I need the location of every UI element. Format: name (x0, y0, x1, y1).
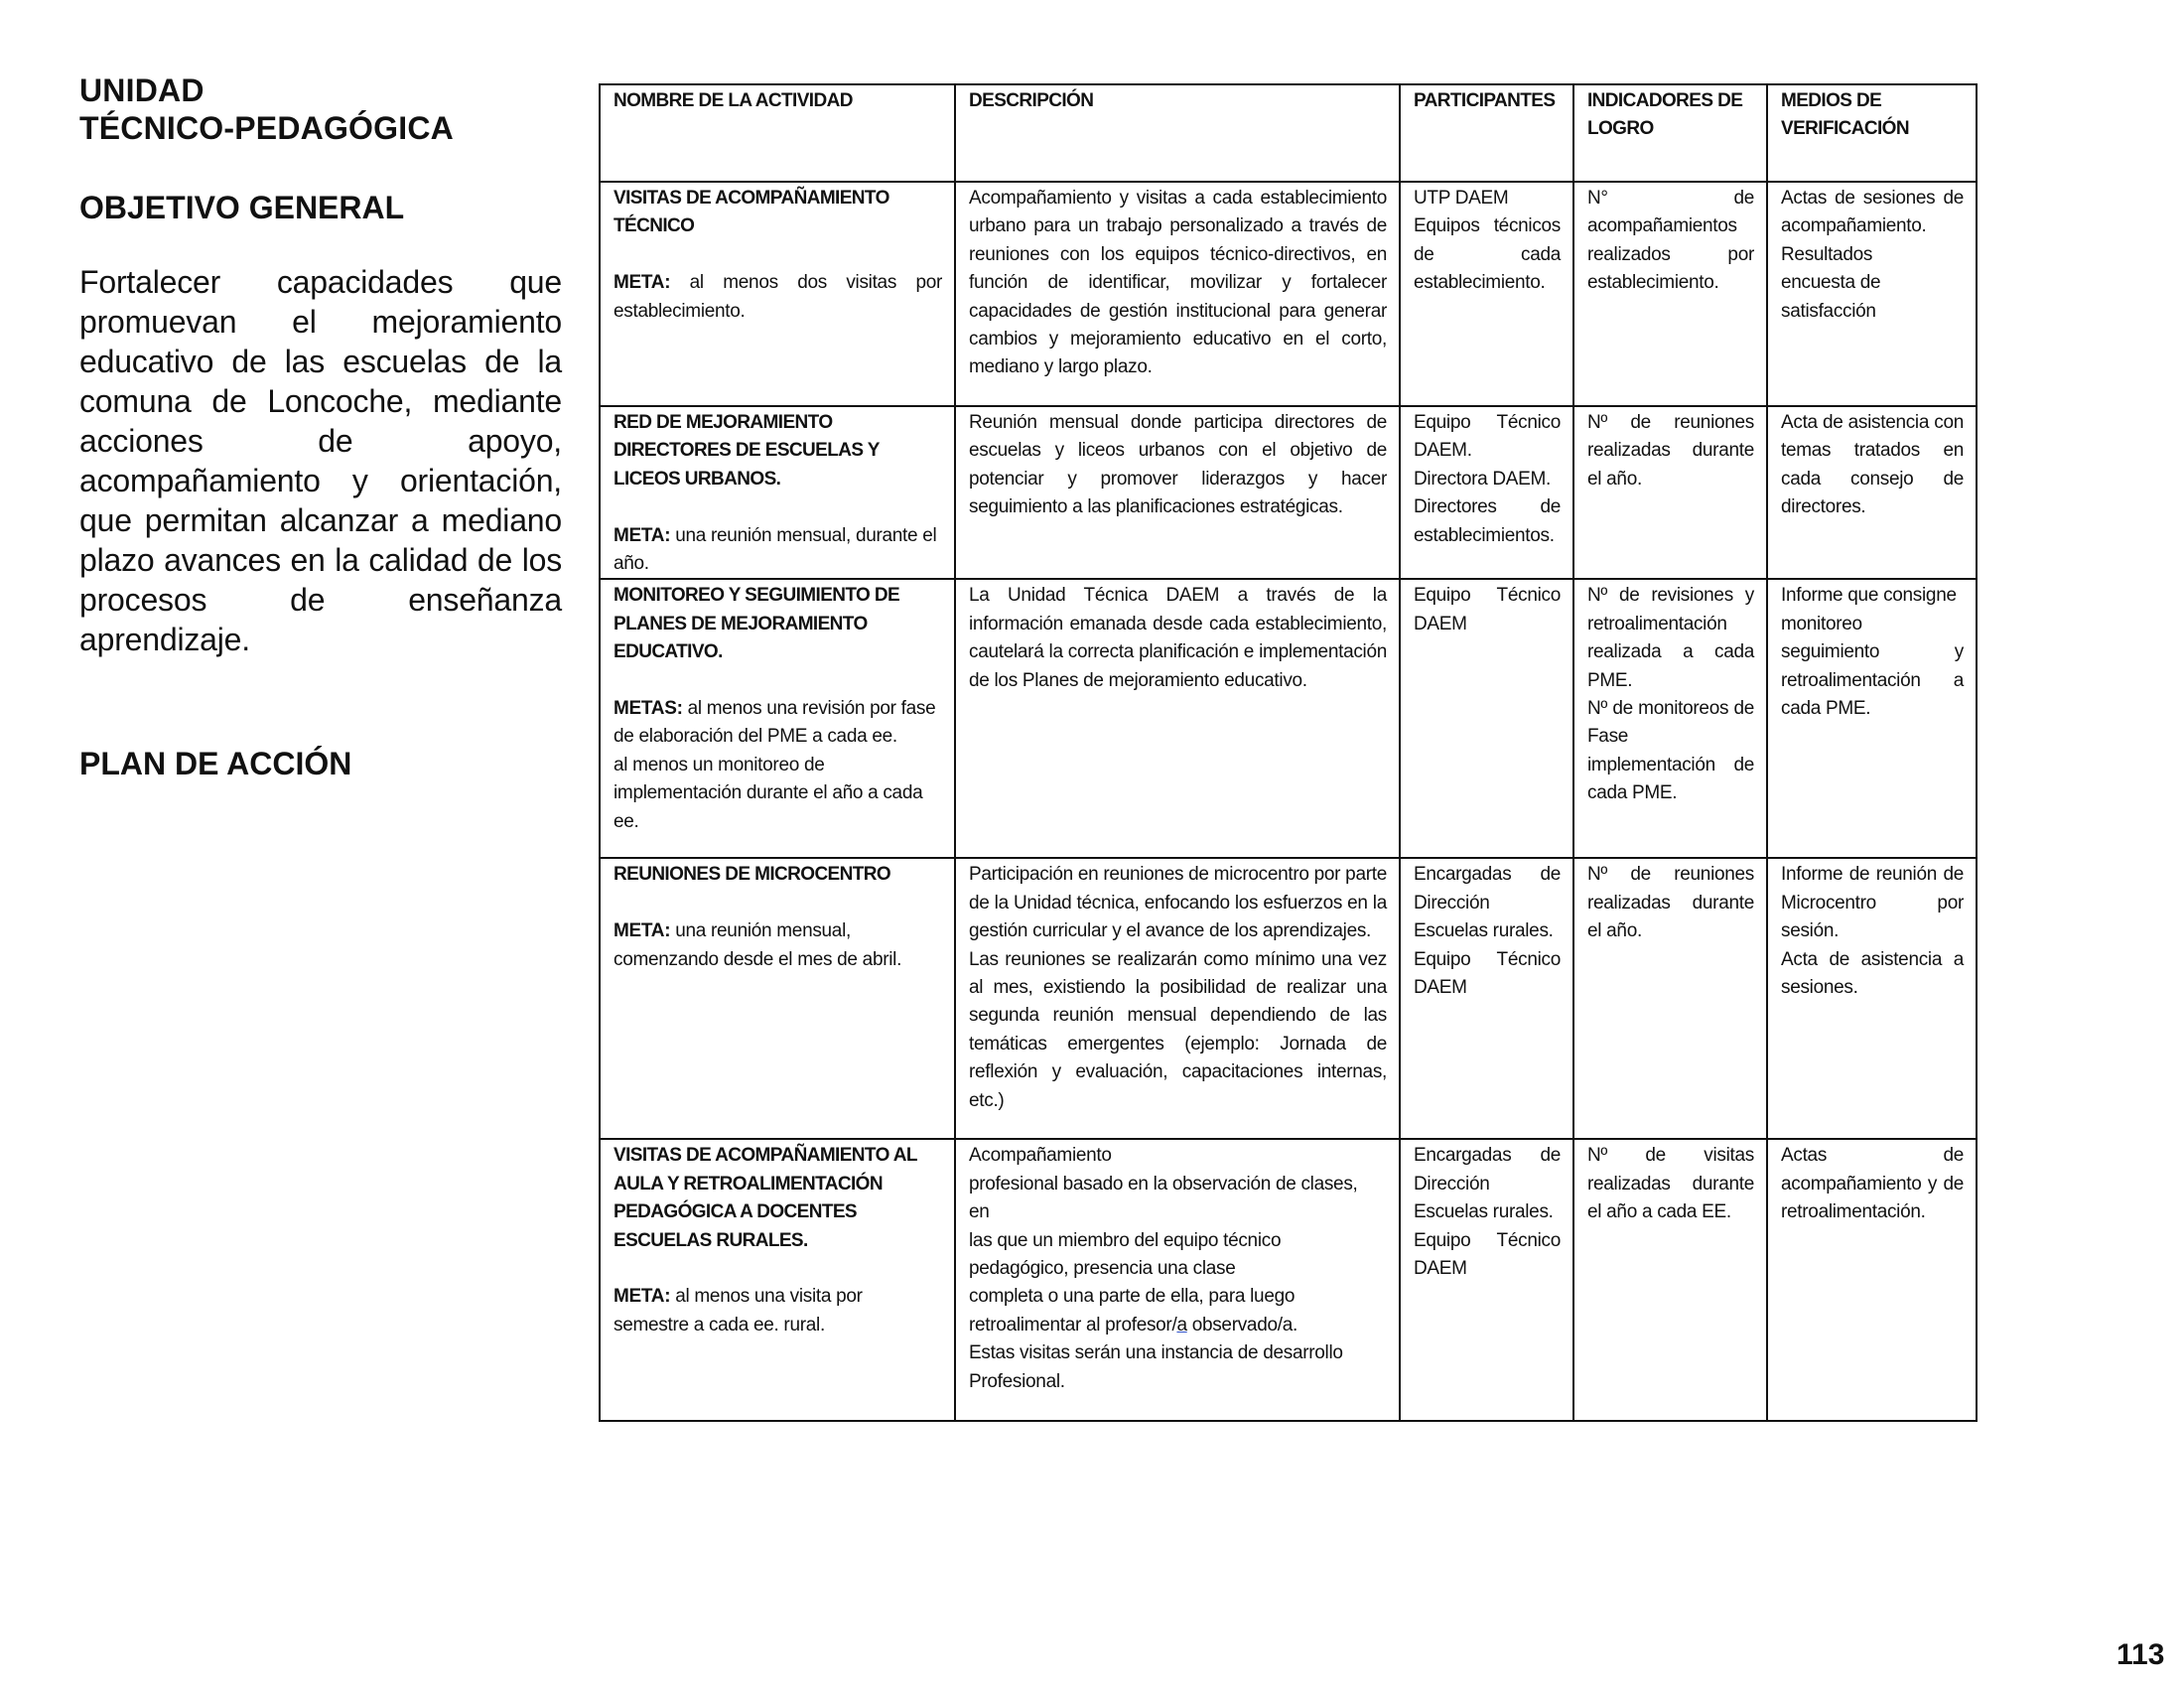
verification-item: Informe que consigne monitoreo (1781, 585, 1957, 634)
participant: Equipos técnicos de cada establecimiento. (1414, 215, 1561, 294)
description-line: profesional basado en la observación de clases, (969, 1173, 1358, 1195)
table-row (600, 858, 1977, 1139)
verification-cell: Acta de asistencia con temas tratados en cada consejo de directores. (1767, 406, 1977, 579)
indicators-cell (1573, 579, 1767, 858)
activity-name: MONITOREO Y SEGUIMIENTO DE PLANES DE MEJORAMIENTO EDUCATIVO. (614, 585, 900, 663)
activity-meta (614, 269, 942, 326)
description-cell: Reunión mensual donde participa directores de escuelas y liceos urbanos con el objetivo de potenciar y promover liderazgos y hacer seguimiento a las planificaciones estratégicas. (955, 406, 1400, 579)
header-participants: PARTICIPANTES (1400, 84, 1573, 182)
activity-cell (600, 406, 955, 579)
participants-cell (1400, 182, 1573, 406)
unit-title (79, 71, 562, 147)
verification-item: encuesta de (1781, 272, 1881, 294)
indicators-cell: Nº de reuniones realizadas durante el año. (1573, 858, 1767, 1139)
description-line: Estas visitas serán una instancia de desarrollo (969, 1342, 1343, 1364)
description-cell (955, 858, 1400, 1139)
verification-item: seguimiento y retroalimentación a cada PME. (1781, 641, 1964, 720)
participant: Equipo Técnico DAEM (1414, 1229, 1561, 1280)
description-paragraph: Las reuniones se realizarán como mínimo una vez al mes, existiendo la posibilidad de realizar una segunda reunión mensual dependiendo de las temáticas emergentes (ejemplo: Jornada de reflexión y evaluación, capacitaciones internas, etc.) (969, 948, 1387, 1111)
description-line: pedagógico, presencia una clase (969, 1258, 1236, 1280)
verification-cell (1767, 858, 1977, 1139)
unit-title-line2: TÉCNICO-PEDAGÓGICA (79, 110, 454, 146)
objective-heading: OBJETIVO GENERAL (79, 190, 405, 225)
table-row (600, 1139, 1977, 1421)
indicator: Nº de monitoreos de Fase implementación de cada PME. (1587, 698, 1754, 804)
participants-cell (1400, 858, 1573, 1139)
participant: Directores de establecimientos. (1414, 496, 1561, 546)
verification-cell (1767, 182, 1977, 406)
activity-meta (614, 695, 942, 752)
verification-cell: Actas de acompañamiento y de retroalimentación. (1767, 1139, 1977, 1421)
meta-text: una reunión mensual, comenzando desde el mes de abril. (614, 920, 902, 970)
description-line (969, 1312, 1387, 1339)
indicators-cell: Nº de visitas realizadas durante el año a cada EE. (1573, 1139, 1767, 1421)
participant: Encargadas de Dirección Escuelas rurales. (1414, 864, 1561, 942)
activity-meta (614, 1283, 942, 1339)
description-cell: Acompañamiento y visitas a cada establecimiento urbano para un trabajo personalizado a través de reuniones con los equipos técnico-directivos, en función de identificar, movilizar y fortalecer capacidades de gestión institucional para generar cambios y mejoramiento educativo en el corto, mediano y largo plazo. (955, 182, 1400, 406)
description-fragment: retroalimentar al profesor/ (969, 1314, 1177, 1336)
participant: UTP DAEM (1414, 188, 1509, 209)
description-cell (955, 1139, 1400, 1421)
participant: Equipo Técnico DAEM. (1414, 412, 1561, 462)
meta-label: METAS: (614, 698, 683, 720)
meta-label: META: (614, 524, 671, 546)
activity-cell (600, 579, 955, 858)
activity-name: RED DE MEJORAMIENTO DIRECTORES DE ESCUELAS Y LICEOS URBANOS. (614, 412, 880, 490)
participants-cell (1400, 1139, 1573, 1421)
verification-item: Actas de sesiones de acompañamiento. (1781, 188, 1964, 237)
participants-cell (1400, 406, 1573, 579)
description-cell: La Unidad Técnica DAEM a través de la información emanada desde cada establecimiento, cautelará la correcta planificación e implementación de los Planes de mejoramiento educativo. (955, 579, 1400, 858)
meta-text: al menos una revisión por fase de elaboración del PME a cada ee. (614, 698, 936, 748)
action-plan-table (599, 83, 1978, 1422)
description-fragment: observado/a. (1186, 1314, 1297, 1336)
verification-item: Acta de asistencia a sesiones. (1781, 948, 1964, 999)
plan-heading: PLAN DE ACCIÓN (79, 746, 352, 781)
meta-text: una reunión mensual, durante el año. (614, 524, 937, 575)
indicators-cell: N° de acompañamientos realizados por establecimiento. (1573, 182, 1767, 406)
participant: Directora DAEM. (1414, 468, 1552, 490)
indicator: Nº de revisiones y retroalimentación realizada a cada PME. (1587, 585, 1754, 691)
objective-text: Fortalecer capacidades que promuevan el mejoramiento educativo de las escuelas de la comuna de Loncoche, mediante acciones de apoyo, acompañamiento y orientación, que permitan alcanzar a mediano plazo avances en la calidad de los procesos de enseñanza aprendizaje. (79, 264, 562, 657)
table-row (600, 579, 1977, 858)
left-column (79, 71, 562, 782)
participant: Equipo Técnico DAEM (1414, 948, 1561, 999)
verification-item: satisfacción (1781, 300, 1876, 322)
description-line: Profesional. (969, 1370, 1065, 1392)
meta-label: META: (614, 920, 671, 942)
participants-cell: Equipo Técnico DAEM (1400, 579, 1573, 858)
verification-item: Informe de reunión de Microcentro por sesión. (1781, 864, 1964, 942)
activity-name: REUNIONES DE MICROCENTRO (614, 864, 891, 886)
activity-meta-2: al menos un monitoreo de implementación durante el año a cada ee. (614, 754, 923, 832)
participant: Encargadas de Dirección Escuelas rurales. (1414, 1145, 1561, 1223)
header-activity: NOMBRE DE LA ACTIVIDAD (600, 84, 955, 182)
table-row (600, 406, 1977, 579)
activity-name: VISITAS DE ACOMPAÑAMIENTO AL AULA Y RETROALIMENTACIÓN PEDAGÓGICA A DOCENTES ESCUELAS RURALES. (614, 1145, 917, 1251)
verification-item: Resultados (1781, 243, 1873, 265)
meta-text: al menos una visita por semestre a cada ee. rural. (614, 1286, 863, 1336)
table-row (600, 182, 1977, 406)
activity-meta (614, 522, 942, 579)
page-number: 113 (2116, 1638, 2165, 1671)
description-line: completa o una parte de ella, para luego (969, 1286, 1296, 1308)
description-line: Acompañamiento (969, 1145, 1112, 1167)
header-indicators: INDICADORES DE LOGRO (1573, 84, 1767, 182)
description-paragraph: Participación en reuniones de microcentro por parte de la Unidad técnica, enfocando los esfuerzos en la gestión curricular y el avance de los aprendizajes. (969, 864, 1387, 942)
activity-cell (600, 858, 955, 1139)
meta-text: al menos dos visitas por establecimiento. (614, 272, 942, 322)
activity-cell (600, 182, 955, 406)
header-verification: MEDIOS DE VERIFICACIÓN (1767, 84, 1977, 182)
description-line: en (969, 1201, 990, 1223)
activity-name: VISITAS DE ACOMPAÑAMIENTO TÉCNICO (614, 188, 889, 237)
spellcheck-underlined-word: a (1176, 1314, 1187, 1336)
unit-title-line1: UNIDAD (79, 72, 205, 108)
header-description: DESCRIPCIÓN (955, 84, 1400, 182)
verification-cell (1767, 579, 1977, 858)
meta-label: META: (614, 272, 671, 294)
activity-cell (600, 1139, 955, 1421)
description-line: las que un miembro del equipo técnico (969, 1229, 1282, 1251)
indicators-cell: Nº de reuniones realizadas durante el año. (1573, 406, 1767, 579)
meta-label: META: (614, 1286, 671, 1308)
activity-meta (614, 917, 942, 974)
table-header-row (600, 84, 1977, 182)
